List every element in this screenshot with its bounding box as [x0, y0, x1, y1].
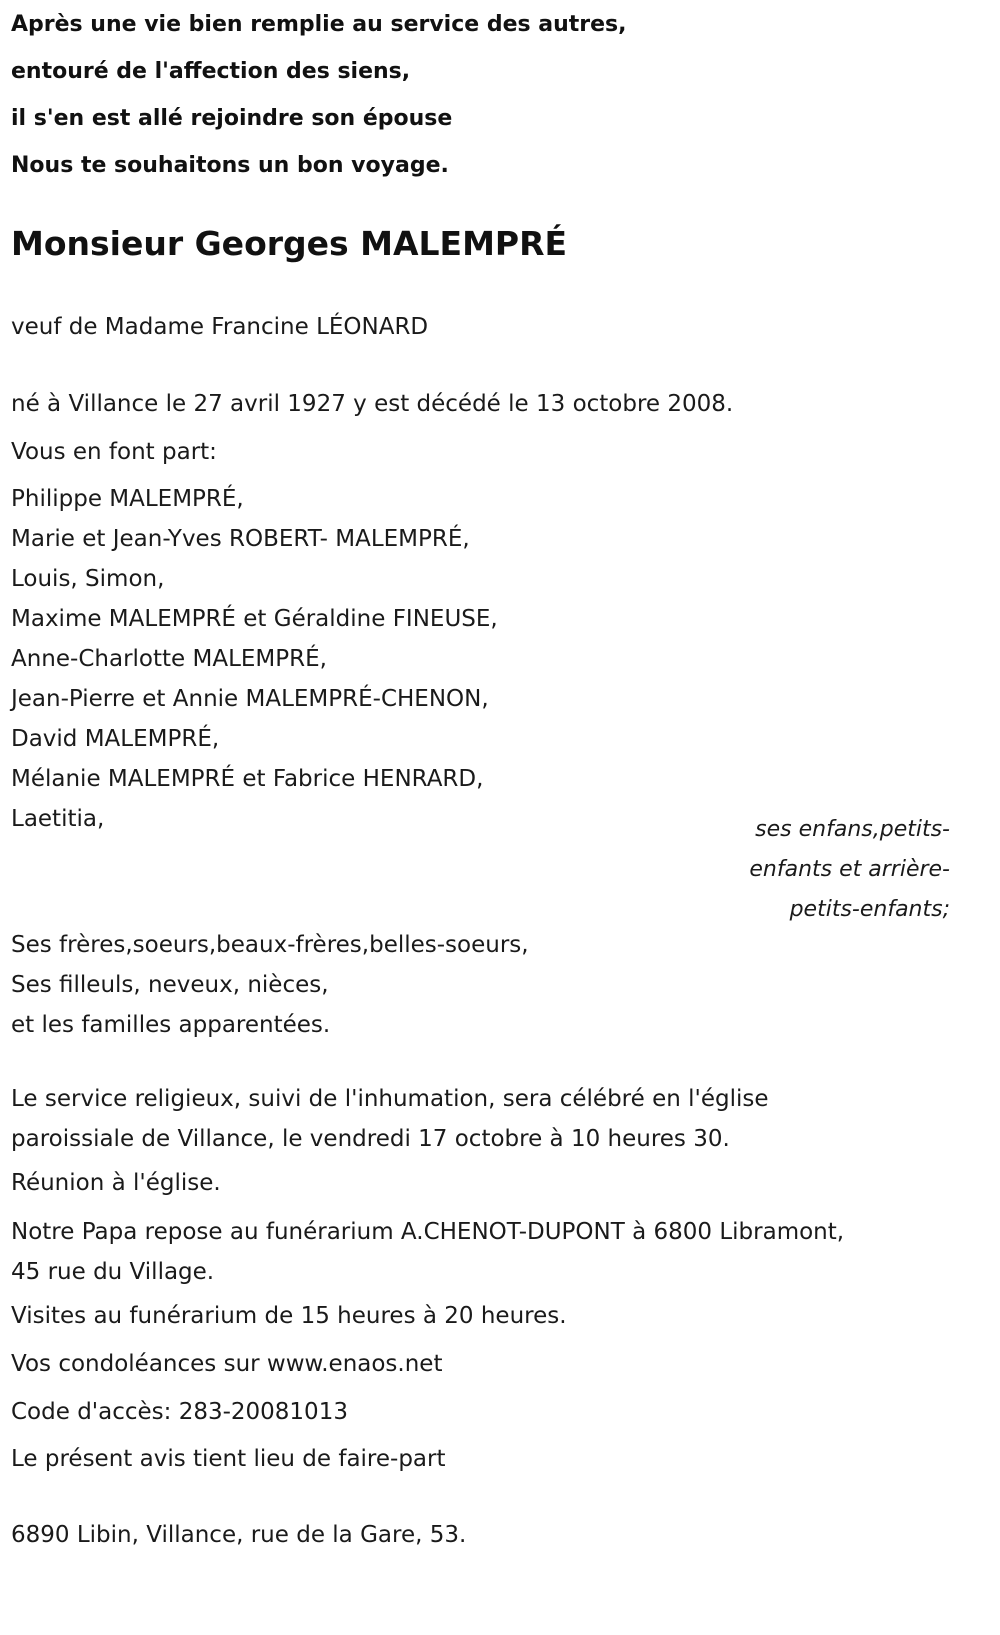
announcers-intro: Vous en font part: — [11, 439, 217, 465]
intro-line-2: entouré de l'affection des siens, — [11, 59, 411, 84]
intro-line-3: il s'en est allé rejoindre son épouse — [11, 106, 453, 131]
family-member: David MALEMPRÉ, — [11, 726, 220, 752]
visits-line: Visites au funérarium de 15 heures à 20 heures. — [11, 1303, 567, 1329]
deceased-name: Monsieur Georges MALEMPRÉ — [11, 224, 568, 263]
family-role-line: ses enfans,petits- — [755, 817, 950, 842]
access-code-line: Code d'accès: 283-20081013 — [11, 1399, 348, 1425]
relatives-line: et les familles apparentées. — [11, 1012, 331, 1038]
relatives-line: Ses frères,soeurs,beaux-frères,belles-soeurs, — [11, 932, 529, 958]
family-member: Mélanie MALEMPRÉ et Fabrice HENRARD, — [11, 766, 484, 792]
intro-line-4: Nous te souhaitons un bon voyage. — [11, 153, 449, 178]
widower-line: veuf de Madame Francine LÉONARD — [11, 314, 429, 340]
funerarium-line: 45 rue du Village. — [11, 1259, 215, 1285]
family-list — [11, 479, 498, 839]
service-line: Le service religieux, suivi de l'inhumation, sera célébré en l'église — [11, 1086, 769, 1112]
address-line: 6890 Libin, Villance, rue de la Gare, 53. — [11, 1522, 467, 1548]
meeting-line: Réunion à l'église. — [11, 1170, 221, 1196]
family-member: Anne-Charlotte MALEMPRÉ, — [11, 646, 327, 672]
intro-line-1: Après une vie bien remplie au service des autres, — [11, 12, 627, 37]
birth-death-line: né à Villance le 27 avril 1927 y est décédé le 13 octobre 2008. — [11, 391, 734, 417]
family-role-line: petits-enfants; — [789, 897, 950, 922]
relatives-list — [11, 925, 529, 1045]
family-member: Louis, Simon, — [11, 566, 165, 592]
service-info — [11, 1079, 769, 1159]
family-member: Jean-Pierre et Annie MALEMPRÉ-CHENON, — [11, 686, 489, 712]
family-member: Marie et Jean-Yves ROBERT- MALEMPRÉ, — [11, 526, 470, 552]
service-line: paroissiale de Villance, le vendredi 17 octobre à 10 heures 30. — [11, 1126, 730, 1152]
family-role — [749, 810, 950, 930]
relatives-line: Ses filleuls, neveux, nièces, — [11, 972, 329, 998]
family-role-line: enfants et arrière- — [749, 857, 950, 882]
family-member: Philippe MALEMPRÉ, — [11, 486, 244, 512]
family-member: Laetitia, — [11, 806, 105, 832]
condolences-line: Vos condoléances sur www.enaos.net — [11, 1351, 443, 1377]
notice-line: Le présent avis tient lieu de faire-part — [11, 1446, 446, 1472]
funerarium-line: Notre Papa repose au funérarium A.CHENOT-DUPONT à 6800 Libramont, — [11, 1219, 845, 1245]
funerarium-info — [11, 1212, 844, 1292]
family-member: Maxime MALEMPRÉ et Géraldine FINEUSE, — [11, 606, 498, 632]
